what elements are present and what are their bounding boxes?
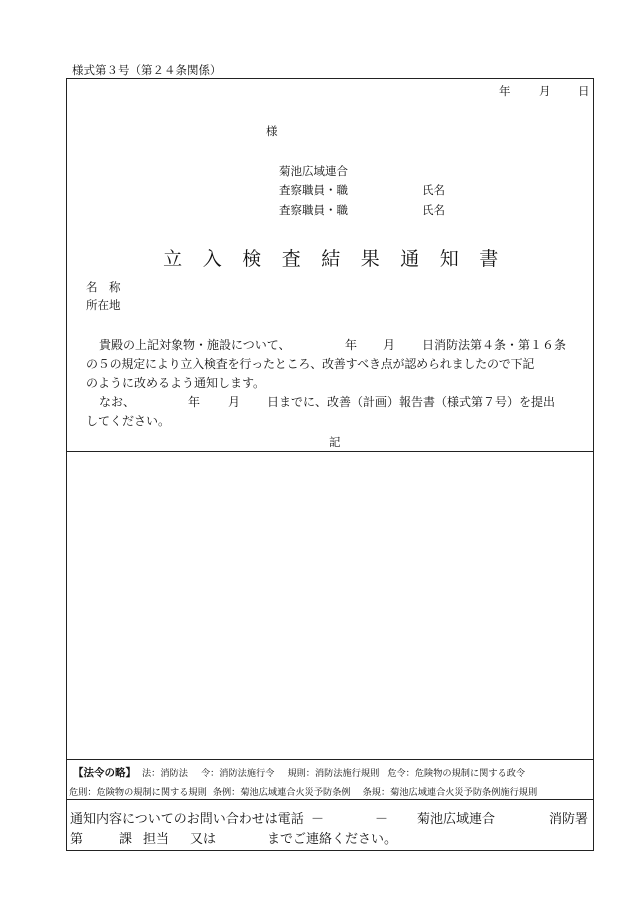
divider-legal-top: [67, 759, 593, 760]
footer-ka: 課: [119, 832, 133, 847]
notice-frame: [66, 78, 594, 851]
legal-abbr: 令：消防法施行令: [200, 768, 275, 779]
title-char: 知: [439, 248, 460, 270]
date-year-label: 年: [499, 84, 511, 98]
inspector-1-name-label: 氏名: [422, 183, 445, 197]
field-name-label: 名 称: [86, 280, 121, 294]
document-title: [67, 244, 595, 271]
legal-heading: 【法令の略】: [73, 767, 136, 779]
body-line-2: の５の規定により立入検査を行ったところ、改善すべき点が認められましたので下記: [86, 357, 535, 371]
footer-org: 菊池広域連合: [417, 812, 496, 827]
footer-tanto: 担当: [143, 832, 170, 847]
title-char: 書: [479, 248, 499, 270]
title-char: 入: [202, 248, 223, 270]
ki-label: 記: [329, 435, 341, 449]
body-line-4b: 日までに、改善（計画）報告書（様式第７号）を提出: [267, 395, 556, 409]
inspector-2-name-label: 氏名: [422, 203, 445, 217]
body-line-1-month: 月: [383, 338, 396, 352]
body-line-4a: なお、: [99, 395, 136, 409]
footer-matawa: 又は: [190, 832, 217, 847]
legal-abbr: 規則：消防法施行規則: [287, 768, 380, 779]
date-header: [67, 83, 595, 99]
title-char: 通: [400, 248, 420, 270]
body-line-1b: 日消防法第４条・第１６条: [422, 338, 567, 352]
body-line-3: のように改めるよう通知します。: [86, 376, 266, 390]
title-char: 結: [321, 248, 341, 270]
title-char: 検: [242, 248, 262, 270]
legal-abbr: 危則：危険物の規制に関する規則: [69, 787, 207, 798]
divider-footer-top: [67, 799, 593, 800]
body-line-4-year: 年: [188, 395, 201, 409]
body-line-5: してください。: [86, 414, 171, 428]
footer-dai: 第: [70, 832, 84, 847]
issuer-org: 菊池広域連合: [279, 164, 348, 178]
legal-abbr: 危令：危険物の規制に関する政令: [387, 768, 526, 779]
body-line-1-year: 年: [345, 338, 358, 352]
content-area: [67, 452, 593, 758]
date-month-label: 月: [539, 84, 551, 98]
legal-abbr: 法：消防法: [142, 768, 188, 779]
footer-dash-2: －: [375, 812, 389, 827]
title-char: 果: [360, 248, 381, 270]
legal-abbr: 条規：菊池広域連合火災予防条例施行規則: [362, 787, 538, 798]
date-day-label: 日: [578, 84, 590, 98]
footer-line-2-end: までご連絡ください。: [267, 832, 398, 847]
title-char: 査: [281, 248, 302, 270]
field-address-label: 所在地: [86, 298, 121, 312]
form-number: 様式第３号（第２４条関係）: [72, 63, 222, 77]
addressee-suffix: 様: [266, 124, 278, 138]
legal-abbr: 条例：菊池広域連合火災予防条例: [212, 787, 351, 798]
legal-row-2: [69, 784, 537, 798]
body-line-4-month: 月: [228, 395, 241, 409]
title-char: 立: [163, 248, 183, 270]
footer-dash-1: －: [311, 812, 325, 827]
inspector-1-title: 査察職員・職: [279, 183, 348, 197]
footer-line-1a: 通知内容についてのお問い合わせは電話: [70, 812, 304, 827]
legal-row-1: [73, 765, 525, 780]
footer-station: 消防署: [549, 812, 589, 827]
body-line-1a: 貴殿の上記対象物・施設について、: [99, 338, 291, 352]
inspector-2-title: 査察職員・職: [279, 203, 348, 217]
